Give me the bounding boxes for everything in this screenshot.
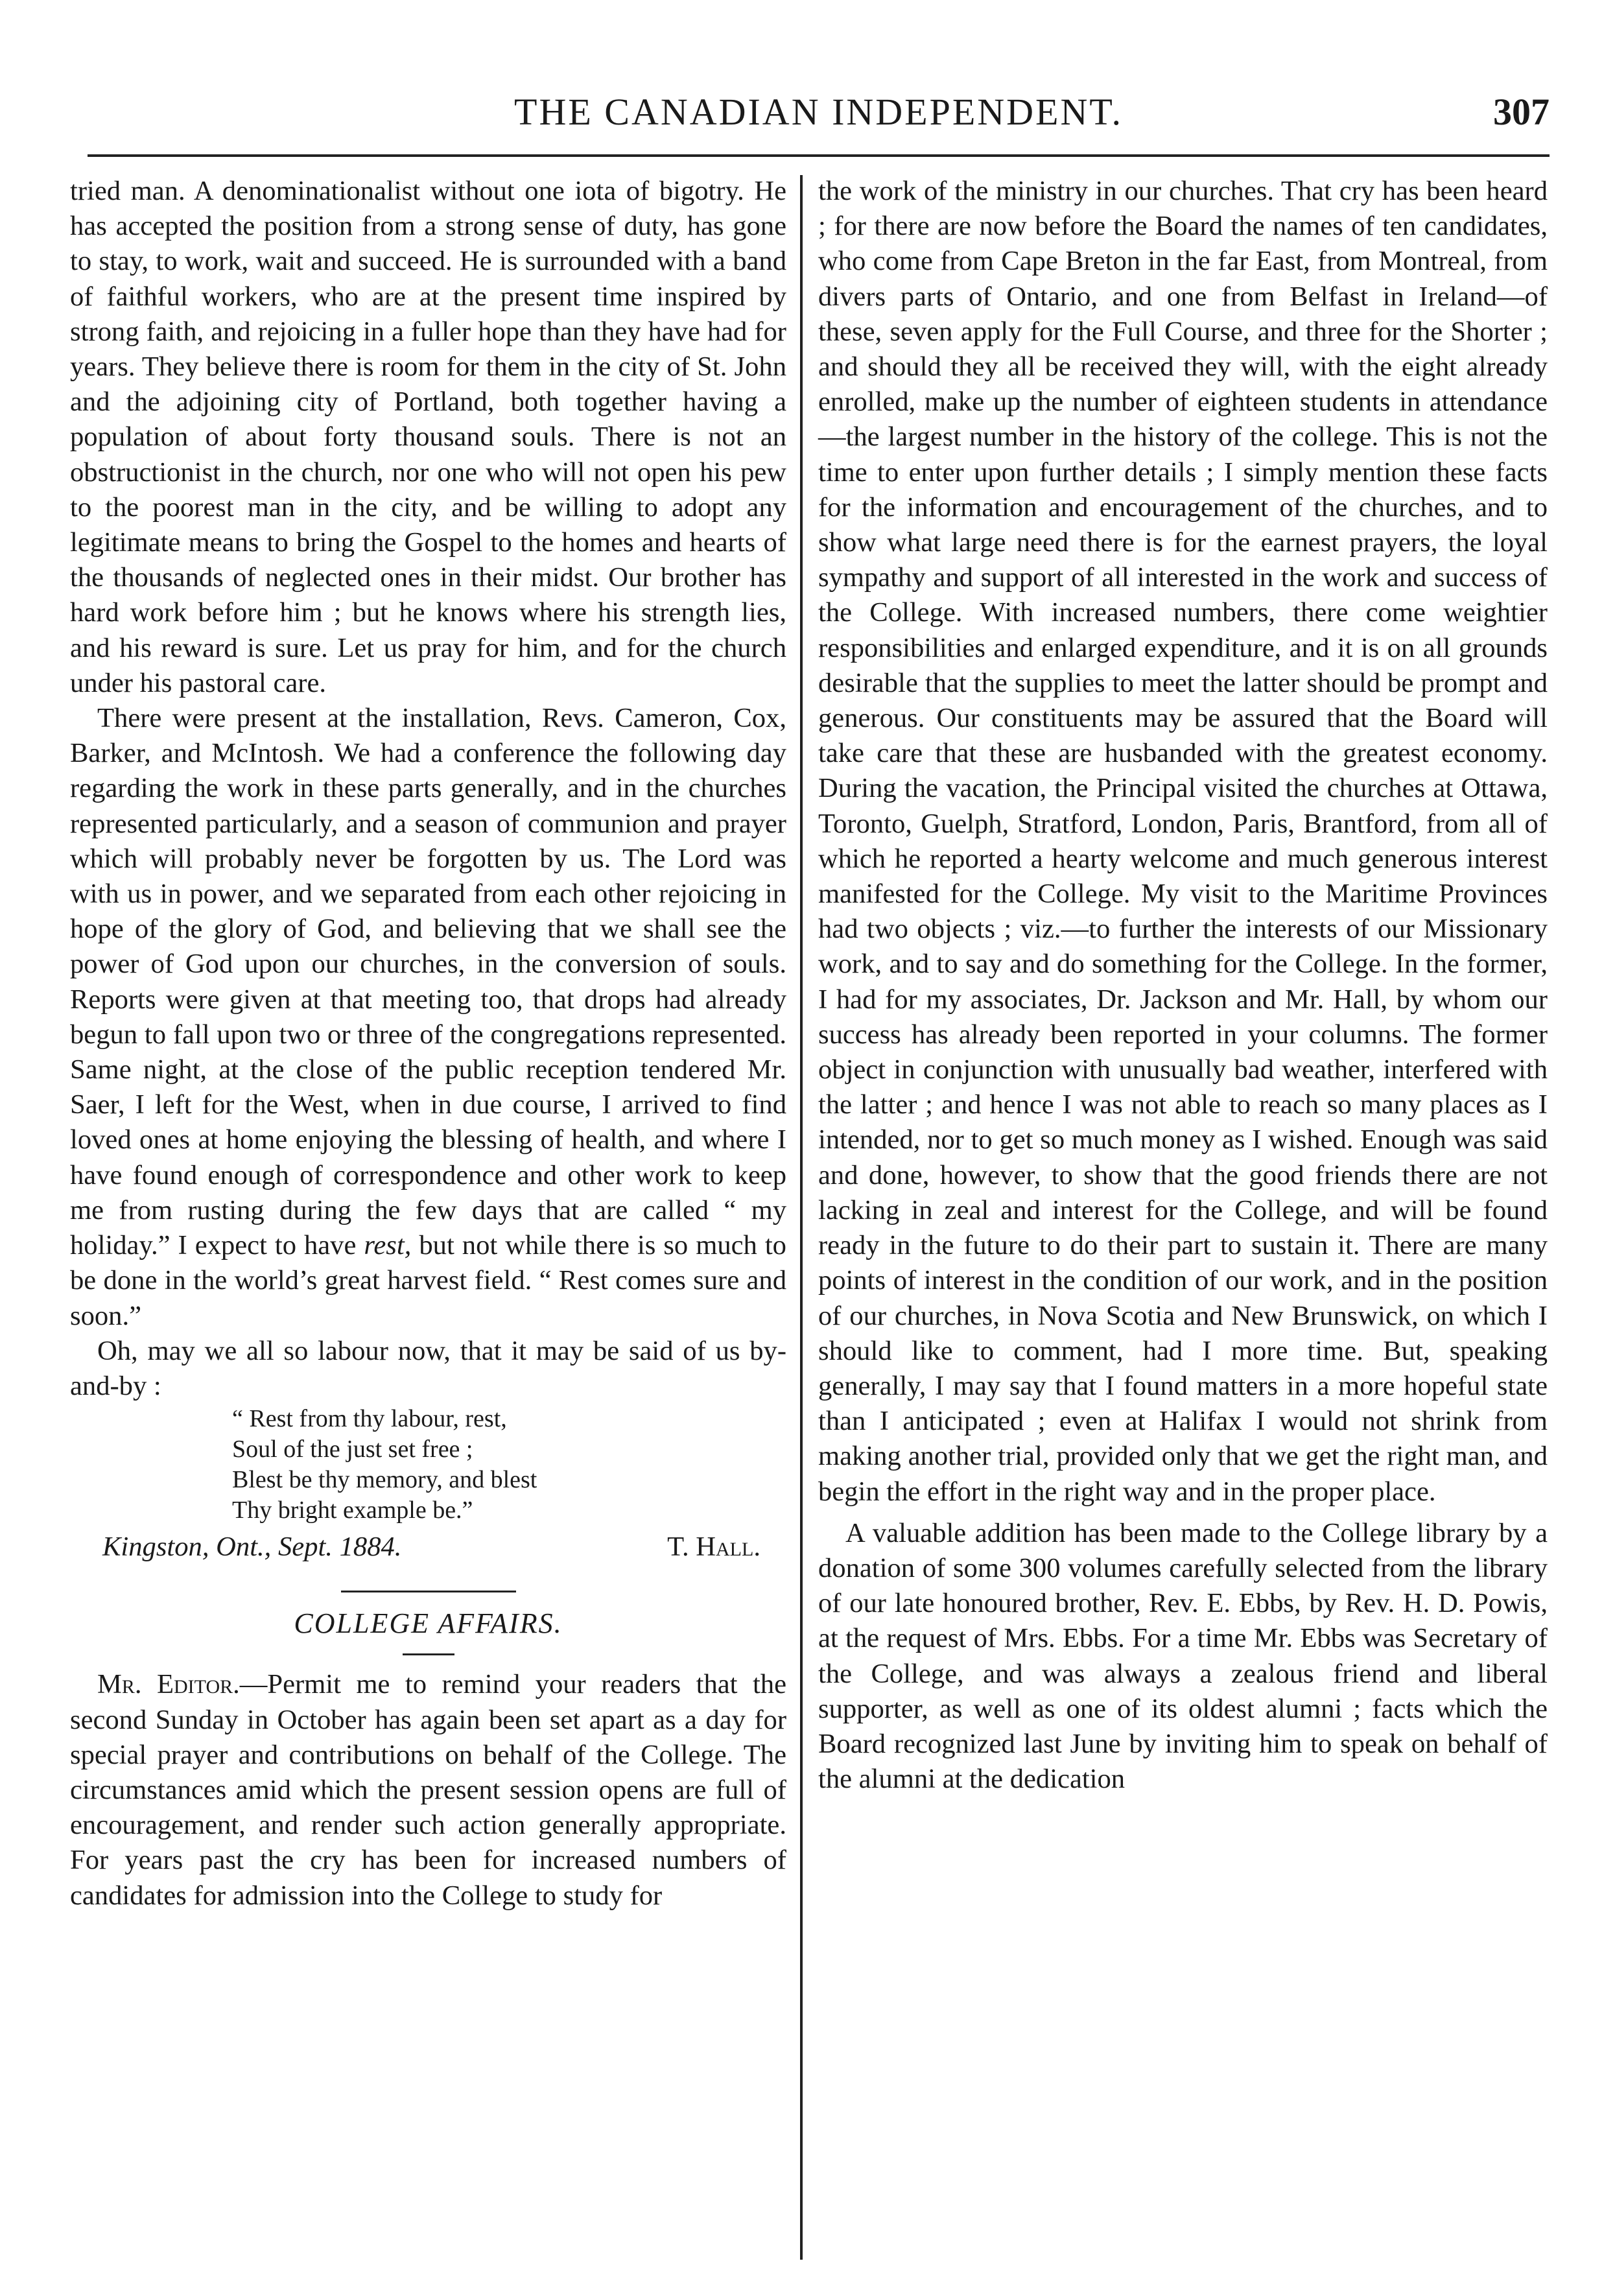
signature-line [70,1530,786,1565]
column-divider [800,175,803,2260]
left-column [70,174,786,1913]
paragraph-text: There were present at the installation, Revs. Cameron, Cox, Barker, and McIntosh. We had a conference the following day regarding the work in these parts generally, and in the churches represented particularly, and a season of communion and prayer which will probably never be forgotten by us. The Lord was with us in power, and we separated from each other rejoicing in hope of the glory of God, and believing that we shall see the power of God upon our churches, in the conversion of souls. Reports were given at that meeting too, that drops had already begun to fall upon two or three of the congregations represented. Same night, at the close of the public reception tendered Mr. Saer, I left for the West, when in due course, I arrived to find loved ones at home enjoying the blessing of health, and where I have found enough of correspondence and other work to keep me from rusting during the few days that are called “ my holiday.” I expect to have [70,703,786,1261]
paragraph [70,1667,786,1913]
poem-line: Soul of the just set free ; [232,1436,473,1463]
poem-line: Thy bright example be.” [232,1497,473,1524]
emphasis-rest: rest, [364,1230,412,1261]
paragraph: tried man. A denominationalist without one iota of bigotry. He has accepted the position from a strong sense of duty, has gone to stay, to work, wait and succeed. He is surrounded with a band of faithful workers, who are at the present time inspired by strong faith, and rejoicing in a fuller hope than they have had for years. They believe there is room for them in the city of St. John and the adjoining city of Portland, both together having a population of about forty thousand souls. There is not an obstructionist in the church, nor one who will not open his pew to the poorest man in the city, and be willing to adopt any legitimate means to bring the Gospel to the homes and hearts of the thousands of neglected ones in their midst. Our brother has hard work before him ; but he knows where his strength lies, and his reward is sure. Let us pray for him, and for the church under his pastoral care. [70,176,786,698]
paragraph: Oh, may we all so labour now, that it may be said of us by-and-by : [70,1335,786,1401]
paragraph-text: but not while there is so much to be done in the world’s great harvest field. “ Rest comes sure and soon.” [70,1230,786,1331]
right-column [818,174,1548,1797]
paragraph: the work of the ministry in our churches. That cry has been heard ; for there are now before the Board the names of ten candidates, who come from Cape Breton in the far East, from Montreal, from divers parts of Ontario, and one from Belfast in Ireland—of these, seven apply for the Full Course, and three for the Shorter ; and should they all be received they will, with the eight already enrolled, make up the number of eighteen students in attendance—the largest number in the history of the college. This is not the time to enter upon further details ; I simply mention these facts for the information and encouragement of the churches, and to show what large need there is for the earnest prayers, the loyal sympathy and support of all interested in the work and success of the College. With increased numbers, there come weightier responsibilities and enlarged expenditure, and it is on all grounds desirable that the supplies to meet the latter should be prompt and generous. Our constituents may be assured that the Board will take care that these are husbanded with the greatest economy. During the vacation, the Principal visited the churches at Ottawa, Toronto, Guelph, Stratford, London, Paris, Brantford, from all of which he reported a hearty welcome and much generous interest manifested for the College. My visit to the Maritime Provinces had two objects ; viz.—to further the interests of our Missionary work, and to say and do something for the College. In the former, I had for my associates, Dr. Jackson and Mr. Hall, by whom our success has already been reported in your columns. The former object in conjunction with unusually bad weather, interfered with the latter ; and hence I was not able to reach so many places as I intended, nor to get so much money as I wished. Enough was said and done, however, to show that the good friends there are not lacking in zeal and interest for the College, and will be found ready in the future to do their part to sustain it. There are many points of interest in the condition of our work, and in the position of our churches, in Nova Scotia and New Brunswick, on which I should like to comment, had I more time. But, speaking generally, I may say that I found matters in a more hopeful state than I anticipated ; even at Halifax I would not shrink from making another trial, provided only that we get the right man, and begin the effort in the right way and in the proper place. [818,176,1548,1507]
paragraph: A valuable addition has been made to the College library by a donation of some 300 volumes carefully selected from the library of our late honoured brother, Rev. E. Ebbs, by Rev. H. D. Powis, at the request of Mrs. Ebbs. For a time Mr. Ebbs was Secretary of the College, and was always a zealous friend and liberal supporter, as well as one of its oldest alumni ; facts which the Board recognized last June by inviting him to speak on behalf of the alumni at the dedication [818,1517,1548,1795]
poem-line: Blest be thy memory, and blest [232,1466,537,1494]
signature-place: Kingston, Ont., Sept. 1884. [102,1532,402,1563]
header-rule [88,154,1550,157]
page-header [88,77,1550,148]
section-separator [341,1591,516,1592]
page-number: 307 [1493,91,1550,133]
paragraph-text: —Permit me to remind your readers that the second Sunday in October has again been set apart as a day for special prayer and contributions on behalf of the College. The circumstances amid which the present session opens are full of encouragement, and render such action generally appropriate. For years past the cry has been for increased numbers of candidates for admission into the College to study for [70,1669,786,1911]
paragraph [70,701,786,1334]
title-rule [403,1653,454,1655]
poem [232,1404,786,1526]
signature-author: T. Hall. [667,1532,760,1563]
poem-line: “ Rest from thy labour, rest, [232,1405,507,1433]
section-title: COLLEGE AFFAIRS. [294,1607,563,1640]
running-title: THE CANADIAN INDEPENDENT. [514,91,1123,133]
salutation: Mr. Editor. [97,1669,240,1700]
